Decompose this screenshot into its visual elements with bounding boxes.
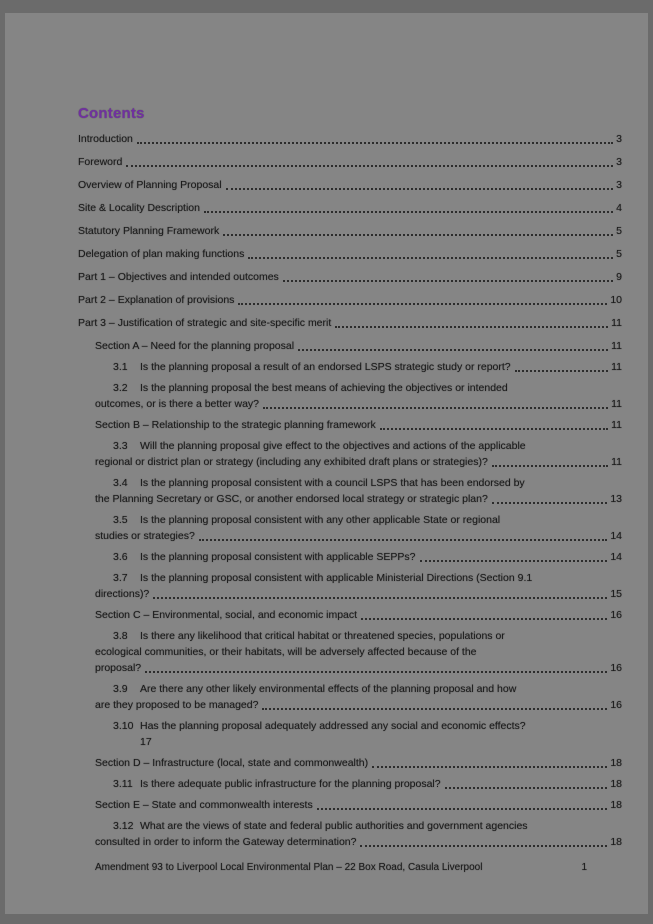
toc-page-number: 18 (610, 799, 622, 811)
toc-row (78, 681, 622, 697)
toc-entry (78, 359, 622, 375)
dot-leader (335, 326, 608, 328)
toc-row (78, 154, 622, 170)
toc-entry-text: Statutory Planning Framework (78, 225, 220, 237)
dot-leader (248, 257, 613, 259)
dot-leader (145, 671, 607, 673)
toc-row (78, 200, 622, 216)
toc-entry-text: Section D – Infrastructure (local, state and commonwealth) (95, 757, 369, 769)
dot-leader (126, 165, 613, 167)
toc-entry (78, 223, 622, 239)
toc-row (78, 315, 622, 331)
toc-row (78, 776, 622, 792)
dot-leader (153, 597, 607, 599)
toc-row (78, 718, 622, 734)
toc-entry-text: proposal? (95, 662, 142, 674)
toc-row (78, 628, 622, 644)
toc-row (78, 131, 622, 147)
toc-entry-text: Section B – Relationship to the strategic planning framework (95, 419, 376, 431)
toc-page-number: 11 (611, 456, 622, 468)
page-title: Contents (78, 105, 145, 122)
dot-leader (361, 618, 607, 620)
toc-entry-number: 3.10 (113, 720, 134, 732)
toc-entry (78, 570, 622, 602)
dot-leader (317, 808, 608, 810)
toc-row (78, 734, 622, 750)
toc-page-number: 11 (611, 317, 622, 329)
toc-page-number: 4 (616, 202, 622, 214)
toc-entry-text: Is the planning proposal the best means of achieving the objectives or intended (140, 382, 508, 394)
toc-entry (78, 628, 622, 676)
toc-page-number: 5 (616, 225, 622, 237)
toc-page-number: 16 (610, 699, 622, 711)
toc-entry-text: Is there any likelihood that critical habitat or threatened species, populations or (140, 630, 505, 642)
toc-row (78, 380, 622, 396)
dot-leader (372, 766, 607, 768)
toc-entry (78, 131, 622, 147)
toc-row (78, 644, 622, 660)
toc-row (78, 438, 622, 454)
toc-row (78, 246, 622, 262)
toc-entry-text: Is the planning proposal consistent with any other applicable State or regional (140, 514, 501, 526)
toc-entry (78, 818, 622, 850)
toc-entry-text: Part 1 – Objectives and intended outcomes (78, 271, 279, 283)
toc-entry (78, 438, 622, 470)
toc-entry-text: Part 2 – Explanation of provisions (78, 294, 235, 306)
toc-row (78, 834, 622, 850)
toc-entry-number: 3.9 (113, 683, 128, 695)
toc-entry-number: 3.3 (113, 440, 128, 452)
dot-leader (298, 349, 608, 351)
toc-row (78, 660, 622, 676)
toc-page-number: 18 (610, 778, 622, 790)
toc-entry (78, 417, 622, 433)
toc-entry-number: 3.1 (113, 361, 128, 373)
toc-entry-text: ecological communities, or their habitats, will be adversely affected because of the (95, 646, 477, 658)
toc-row (78, 417, 622, 433)
toc-entry-text: are they proposed to be managed? (95, 699, 259, 711)
toc-entry-text: Foreword (78, 156, 123, 168)
toc-entry-text: Will the planning proposal give effect to the objectives and actions of the applicable (140, 440, 526, 452)
dot-leader (380, 428, 608, 430)
toc-entry (78, 269, 622, 285)
toc-row (78, 697, 622, 713)
toc-page-number: 14 (610, 530, 622, 542)
dot-leader (445, 787, 608, 789)
toc-page-number: 16 (610, 662, 622, 674)
toc-entry-text: directions)? (95, 588, 150, 600)
toc-entry-text: Is the planning proposal consistent with a council LSPS that has been endorsed by (140, 477, 525, 489)
toc-entry-text: Overview of Planning Proposal (78, 179, 222, 191)
toc-row (78, 586, 622, 602)
toc-entry-text: Introduction (78, 133, 133, 145)
toc-page-number: 14 (610, 551, 622, 563)
toc-row (78, 607, 622, 623)
toc-page-number: 9 (616, 271, 622, 283)
toc-page-number: 15 (610, 588, 622, 600)
toc-entry (78, 292, 622, 308)
toc-page-number: 11 (611, 340, 622, 352)
toc-entry-text: studies or strategies? (95, 530, 195, 542)
toc-page-number: 11 (611, 419, 622, 431)
toc-page-number: 11 (611, 398, 622, 410)
toc-row (78, 512, 622, 528)
toc-page-number: 18 (610, 836, 622, 848)
toc-entry (78, 315, 622, 331)
toc-entry-text: consulted in order to inform the Gateway determination? (95, 836, 357, 848)
toc-entry-text: Delegation of plan making functions (78, 248, 245, 260)
toc-entry-number: 3.6 (113, 551, 128, 563)
toc-row (78, 177, 622, 193)
toc-row (78, 338, 622, 354)
toc-entry (78, 549, 622, 565)
toc-entry (78, 718, 622, 750)
dot-leader (226, 188, 614, 190)
dot-leader (515, 370, 608, 372)
toc-row (78, 475, 622, 491)
toc-entry-text: Is the planning proposal a result of an endorsed LSPS strategic study or report? (140, 361, 511, 373)
toc-list (78, 131, 622, 850)
toc-entry-text: Is the planning proposal consistent with applicable SEPPs? (140, 551, 416, 563)
toc-entry-text: Has the planning proposal adequately addressed any social and economic effects? (140, 720, 526, 732)
toc-entry (78, 755, 622, 771)
toc-entry (78, 154, 622, 170)
toc-row (78, 491, 622, 507)
footer-text: Amendment 93 to Liverpool Local Environmental Plan – 22 Box Road, Casula Liverpool (95, 862, 483, 873)
toc-entry (78, 177, 622, 193)
toc-entry-text: Part 3 – Justification of strategic and site-specific merit (78, 317, 332, 329)
toc-page-number: 16 (610, 609, 622, 621)
toc-page-number: 3 (616, 156, 622, 168)
toc-row (78, 396, 622, 412)
toc-entry-text: outcomes, or is there a better way? (95, 398, 259, 410)
toc-entry-number: 3.11 (113, 778, 133, 790)
toc-row (78, 549, 622, 565)
dot-leader (204, 211, 613, 213)
footer-page-number: 1 (581, 862, 587, 873)
toc-row (78, 755, 622, 771)
toc-page-number: 18 (610, 757, 622, 769)
toc-entry-number: 3.4 (113, 477, 128, 489)
toc-page-number: 17 (140, 736, 152, 748)
dot-leader (238, 303, 607, 305)
toc-entry (78, 797, 622, 813)
toc-entry (78, 475, 622, 507)
toc-entry-number: 3.12 (113, 820, 134, 832)
dot-leader (420, 560, 608, 562)
dot-leader (263, 407, 608, 409)
toc-entry-text: Section A – Need for the planning proposal (95, 340, 295, 352)
toc-page-number: 3 (616, 179, 622, 191)
dot-leader (283, 280, 613, 282)
toc-row (78, 528, 622, 544)
toc-entry-number: 3.2 (113, 382, 128, 394)
toc-page-number: 11 (611, 361, 622, 373)
dot-leader (199, 539, 608, 541)
toc-row (78, 454, 622, 470)
toc-entry-text: Are there any other likely environmental effects of the planning proposal and how (140, 683, 517, 695)
toc-entry (78, 200, 622, 216)
toc-entry-text: Section C – Environmental, social, and economic impact (95, 609, 358, 621)
toc-entry (78, 512, 622, 544)
toc-entry (78, 681, 622, 713)
toc-row (78, 797, 622, 813)
toc-entry-text: regional or district plan or strategy (including any exhibited draft plans or strategies)? (95, 456, 488, 468)
toc-row (78, 292, 622, 308)
toc-entry-text: the Planning Secretary or GSC, or another endorsed local strategy or strategic plan? (95, 493, 488, 505)
dot-leader (223, 234, 613, 236)
toc-row (78, 223, 622, 239)
toc-row (78, 359, 622, 375)
dot-leader (360, 845, 607, 847)
toc-entry (78, 607, 622, 623)
toc-entry (78, 380, 622, 412)
toc-row (78, 818, 622, 834)
dot-leader (492, 502, 608, 504)
toc-page-number: 3 (616, 133, 622, 145)
dot-leader (137, 142, 613, 144)
toc-entry (78, 338, 622, 354)
toc-entry (78, 246, 622, 262)
toc-entry-text: Section E – State and commonwealth interests (95, 799, 313, 811)
toc-entry-text: Is the planning proposal consistent with applicable Ministerial Directions (Section 9.1 (140, 572, 533, 584)
toc-entry-number: 3.7 (113, 572, 128, 584)
toc-entry-number: 3.8 (113, 630, 128, 642)
toc-entry-number: 3.5 (113, 514, 128, 526)
toc-page-number: 10 (610, 294, 622, 306)
toc-row (78, 269, 622, 285)
toc-row (78, 570, 622, 586)
dot-leader (262, 708, 607, 710)
toc-entry (78, 776, 622, 792)
toc-page-number: 5 (616, 248, 622, 260)
dot-leader (492, 465, 608, 467)
toc-entry-text: Site & Locality Description (78, 202, 200, 214)
page-footer (78, 861, 622, 875)
document-page (5, 13, 648, 914)
toc-entry-text: What are the views of state and federal public authorities and government agencies (140, 820, 528, 832)
toc-entry-text: Is there adequate public infrastructure for the planning proposal? (140, 778, 441, 790)
toc-page-number: 13 (610, 493, 622, 505)
